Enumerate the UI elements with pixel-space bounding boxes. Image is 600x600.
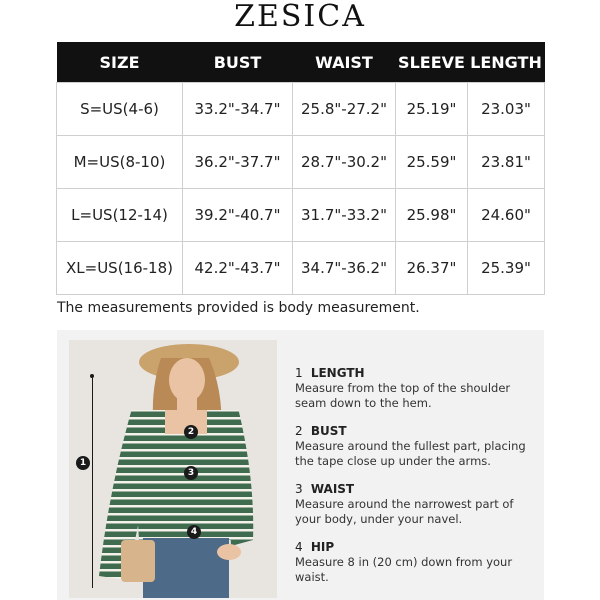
instruction-description: Measure around the fullest part, placing the tape close up under the arms.	[295, 439, 526, 468]
cell-sleeve: 25.19"	[396, 83, 468, 136]
cell-sleeve: 25.59"	[396, 136, 468, 189]
header-bust: BUST	[183, 42, 293, 83]
instruction-length	[295, 366, 540, 411]
brand-logo: ZESICA	[234, 0, 366, 34]
cell-size: L=US(12-14)	[57, 189, 183, 242]
instruction-title: LENGTH	[310, 366, 365, 380]
instruction-description: Measure around the narrowest part of your body, under your navel.	[295, 497, 514, 526]
cell-bust: 33.2"-34.7"	[183, 83, 293, 136]
table-row	[57, 189, 545, 242]
table-header-row	[57, 42, 545, 83]
instruction-hip	[295, 540, 540, 585]
cell-length: 23.81"	[468, 136, 545, 189]
instruction-number: 1	[295, 366, 303, 380]
instruction-waist	[295, 482, 540, 527]
cell-length: 25.39"	[468, 242, 545, 295]
cell-bust: 36.2"-37.7"	[183, 136, 293, 189]
cell-sleeve: 26.37"	[396, 242, 468, 295]
model-photo	[69, 340, 277, 598]
cell-size: S=US(4-6)	[57, 83, 183, 136]
measurement-note: The measurements provided is body measurement.	[57, 300, 420, 316]
cell-length: 23.03"	[468, 83, 545, 136]
cell-waist: 28.7"-30.2"	[293, 136, 396, 189]
cell-size: XL=US(16-18)	[57, 242, 183, 295]
marker-waist: 3	[184, 466, 198, 480]
instruction-description: Measure 8 in (20 cm) down from your waist.	[295, 555, 513, 584]
marker-bust: 2	[184, 425, 198, 439]
cell-waist: 34.7"-36.2"	[293, 242, 396, 295]
cell-waist: 25.8"-27.2"	[293, 83, 396, 136]
cell-bust: 42.2"-43.7"	[183, 242, 293, 295]
cell-waist: 31.7"-33.2"	[293, 189, 396, 242]
instruction-title: HIP	[310, 540, 335, 554]
measurement-instructions	[295, 366, 540, 598]
cell-length: 24.60"	[468, 189, 545, 242]
header-sleeve: SLEEVE	[396, 42, 468, 83]
table-row	[57, 136, 545, 189]
instruction-bust	[295, 424, 540, 469]
instruction-number: 4	[295, 540, 303, 554]
cell-size: M=US(8-10)	[57, 136, 183, 189]
marker-hip: 4	[187, 525, 201, 539]
header-waist: WAIST	[293, 42, 396, 83]
cell-sleeve: 25.98"	[396, 189, 468, 242]
instruction-description: Measure from the top of the shoulder seam down to the hem.	[295, 381, 511, 410]
header-size: SIZE	[57, 42, 183, 83]
instruction-number: 2	[295, 424, 303, 438]
header-length: LENGTH	[468, 42, 545, 83]
measurement-guide-panel	[57, 330, 544, 600]
instruction-title: BUST	[310, 424, 347, 438]
marker-length: 1	[76, 456, 90, 470]
size-chart-table	[56, 42, 545, 295]
table-row	[57, 242, 545, 295]
table-row	[57, 83, 545, 136]
cell-bust: 39.2"-40.7"	[183, 189, 293, 242]
instruction-title: WAIST	[310, 482, 355, 496]
length-measure-line	[92, 376, 93, 588]
instruction-number: 3	[295, 482, 303, 496]
